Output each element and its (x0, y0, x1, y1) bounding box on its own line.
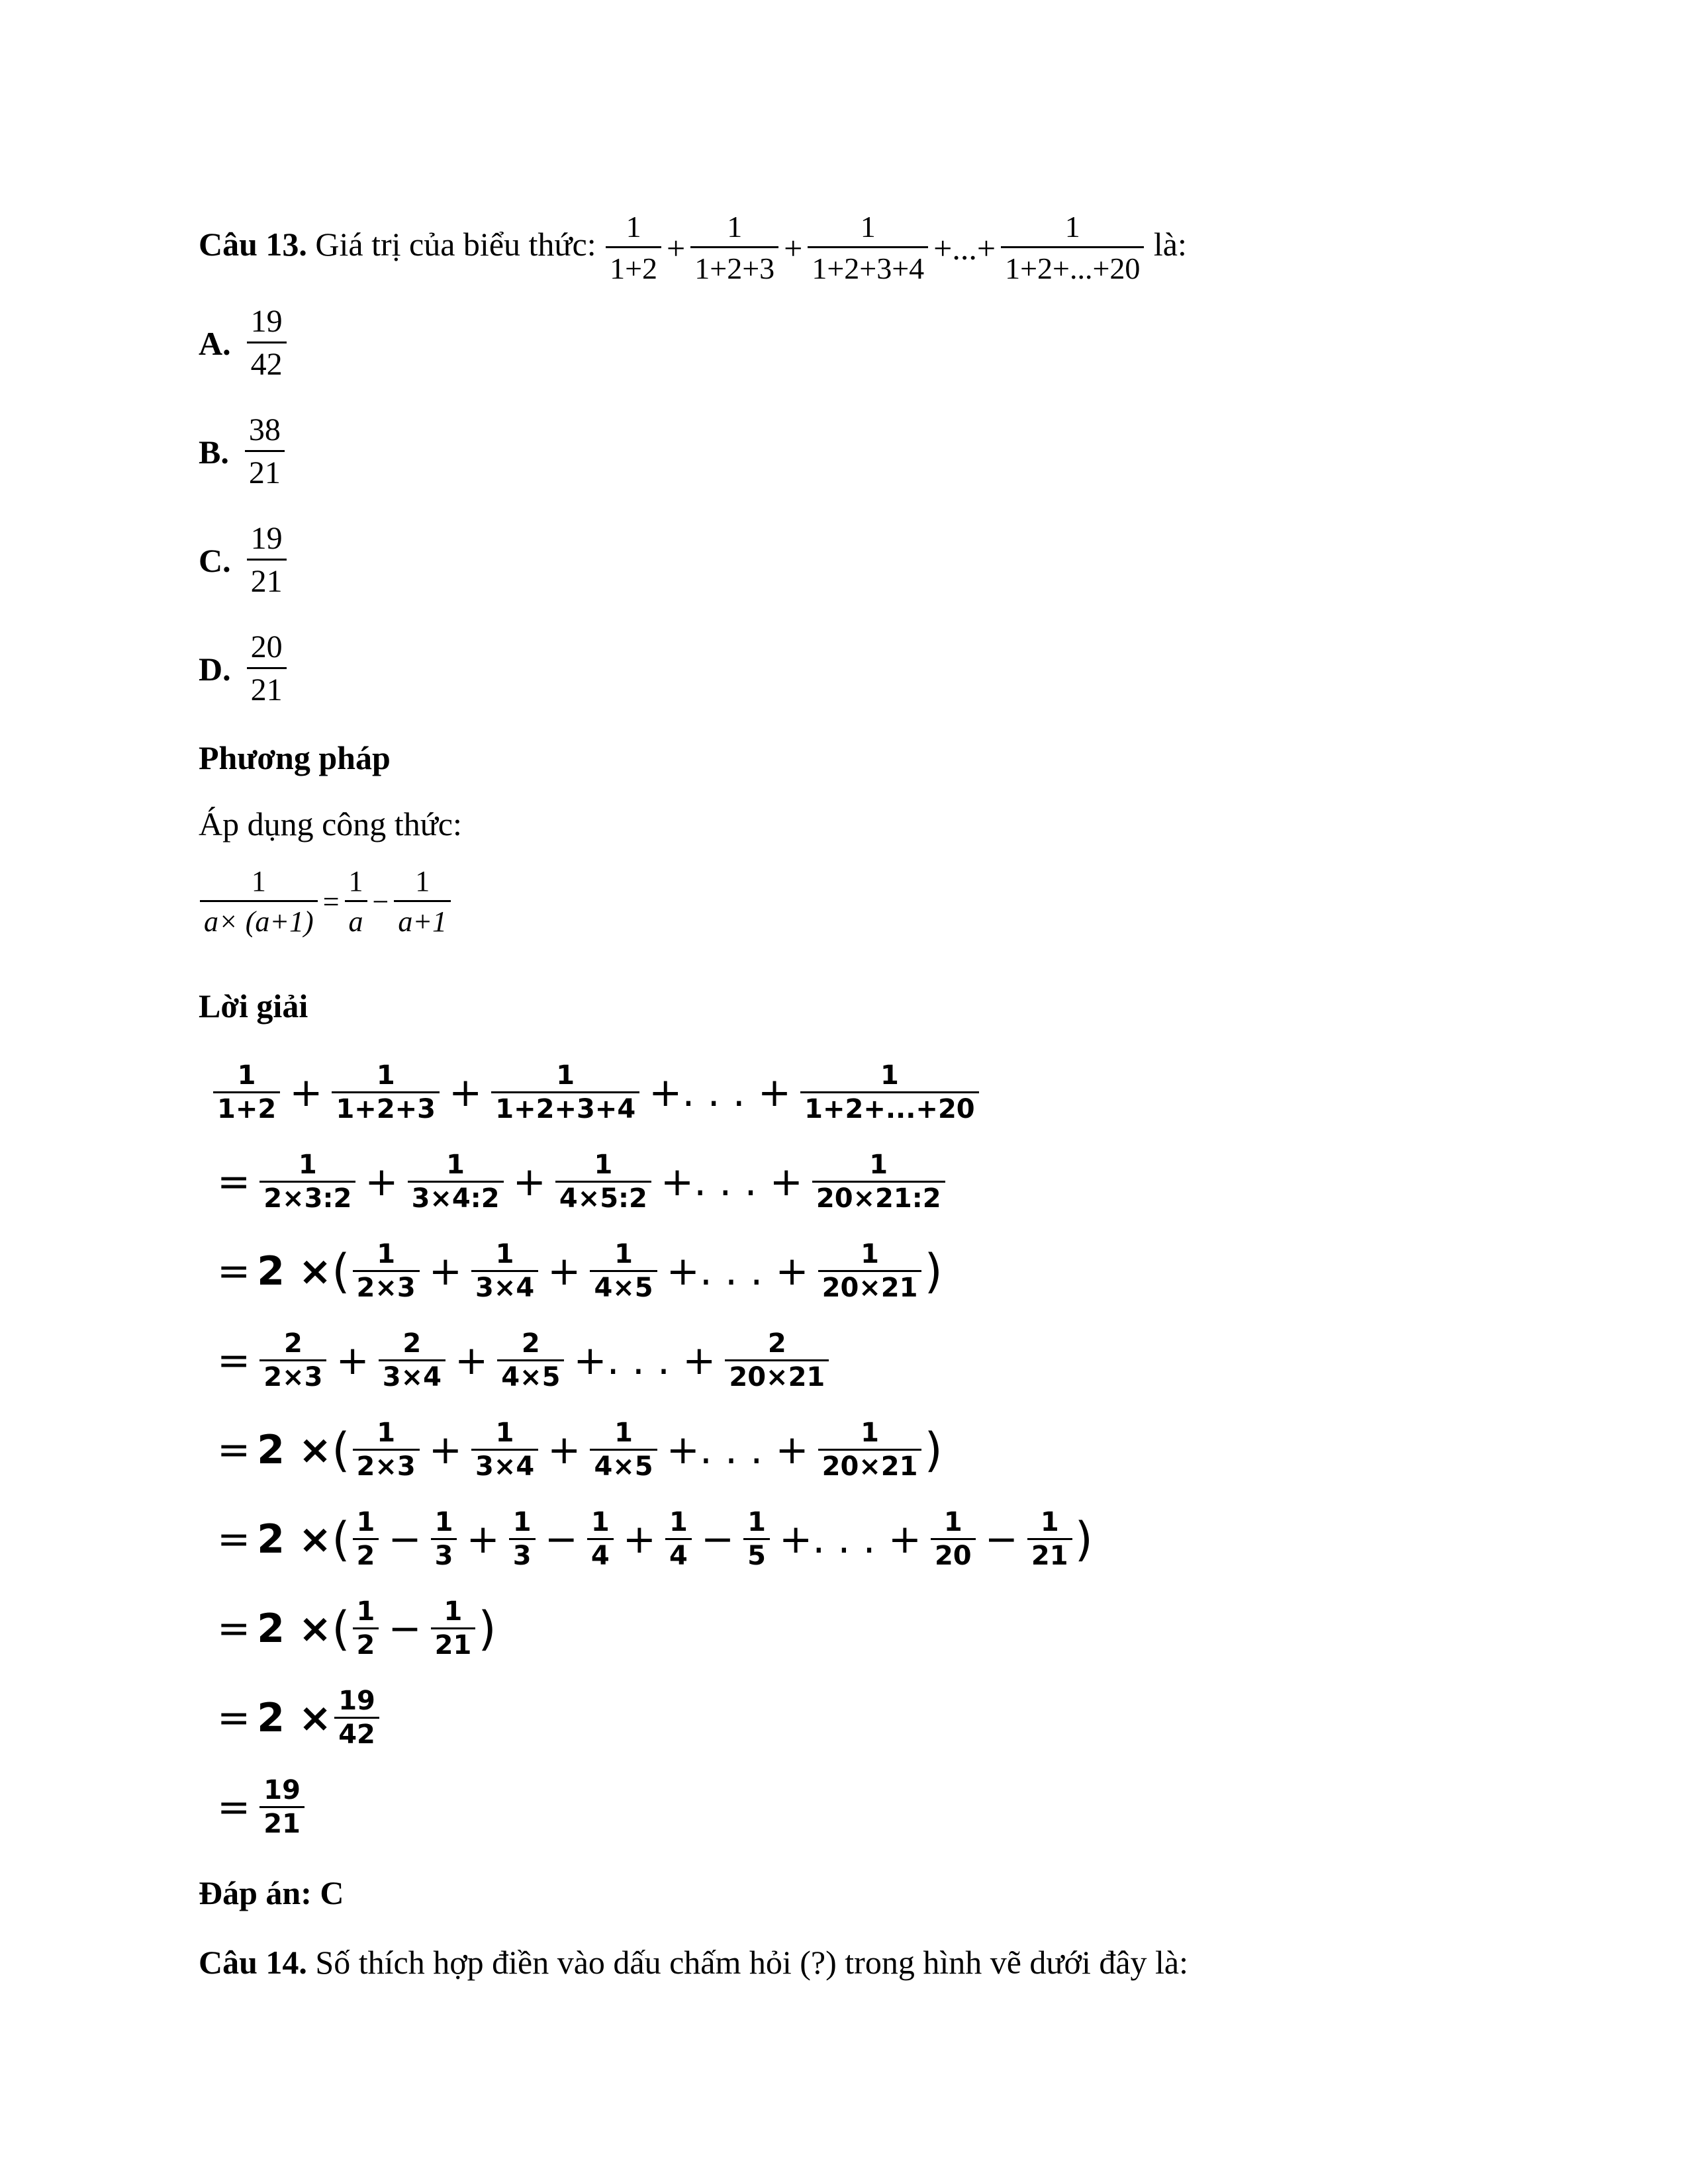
numerator: 1 (376, 1060, 395, 1091)
denominator: 20×21 (818, 1449, 922, 1480)
numerator: 19 (263, 1775, 301, 1805)
fraction (247, 631, 287, 706)
numerator: 1 (747, 1507, 766, 1537)
denominator: 21 (247, 559, 287, 598)
denominator: 3×4 (379, 1359, 445, 1390)
operator: − (700, 1516, 735, 1563)
question-label: Câu 13. (199, 225, 307, 263)
operator: + (512, 1158, 546, 1205)
fraction (353, 1509, 379, 1569)
denominator: 20 (931, 1538, 976, 1569)
method-heading: Phương pháp (199, 739, 391, 776)
denominator: 3×4:2 (408, 1181, 504, 1212)
option-b[interactable]: B. $\frac{38}{21}$ (199, 414, 286, 489)
numerator: 2 (283, 1328, 303, 1359)
operator: +. . . + (666, 1426, 809, 1473)
denominator: 4×5 (497, 1359, 564, 1390)
fraction (245, 414, 285, 489)
numerator: 1 (556, 1060, 575, 1091)
fraction (800, 1062, 978, 1122)
parenthesis: ) (924, 1422, 943, 1477)
parenthesis: ) (924, 1244, 943, 1298)
fraction (200, 867, 318, 936)
operator: + (428, 1426, 462, 1473)
denominator: 20×21 (725, 1359, 829, 1390)
solution-heading: Lời giải (199, 987, 308, 1024)
fraction (408, 1152, 504, 1212)
fraction (743, 1509, 770, 1569)
operator: − (544, 1516, 578, 1563)
denominator: a× (a+1) (200, 900, 318, 936)
solution-step-7: = 2 × ( $\frac{1}{2}$ − $\frac{1}{21}$ ) (211, 1598, 496, 1659)
operator: +. . . + (573, 1337, 716, 1384)
operator: = (217, 1784, 251, 1831)
denominator: 20×21 (818, 1270, 922, 1301)
numerator: 38 (248, 412, 281, 447)
fraction (808, 212, 928, 284)
denominator: 1+2+...+20 (800, 1091, 978, 1122)
fraction (587, 1509, 614, 1569)
operator: + (547, 1248, 581, 1295)
question-13 (199, 212, 1187, 284)
operator: = (322, 886, 340, 918)
parenthesis: ( (332, 1512, 350, 1567)
denominator: 1+2+...+20 (1001, 246, 1144, 284)
denominator: 2×3 (353, 1270, 420, 1301)
denominator: 3×4 (471, 1449, 538, 1480)
solution-step-8: = 2 × $\frac{19}{42}$ (211, 1688, 382, 1748)
operator: +. . . + (778, 1516, 921, 1563)
denominator: 5 (743, 1538, 770, 1569)
fraction (353, 1241, 420, 1301)
option-d[interactable]: D. $\frac{20}{21}$ (199, 631, 288, 706)
formula (199, 867, 452, 936)
denominator: 3 (509, 1538, 536, 1569)
fraction (471, 1241, 538, 1301)
denominator: a (345, 900, 367, 936)
operator: + (466, 1516, 500, 1563)
denominator: 2 (353, 1627, 379, 1659)
denominator: 21 (431, 1627, 476, 1659)
question-text: Giá trị của biểu thức: (315, 225, 596, 263)
numerator: 1 (251, 865, 266, 897)
parenthesis: ) (1074, 1512, 1093, 1567)
denominator: 2×3 (259, 1359, 326, 1390)
numerator: 1 (377, 1418, 396, 1448)
numerator: 1 (356, 1596, 375, 1627)
numerator: 1 (444, 1596, 463, 1627)
denominator: 4×5 (590, 1270, 657, 1301)
numerator: 1 (626, 210, 641, 244)
operator: + (449, 1069, 483, 1116)
denominator: 20×21:2 (812, 1181, 945, 1212)
denominator: a+1 (394, 900, 451, 936)
denominator: 1+2 (213, 1091, 280, 1122)
fraction (818, 1420, 922, 1480)
numerator: 2 (402, 1328, 422, 1359)
denominator: 4×5:2 (555, 1181, 651, 1212)
operator: − (388, 1605, 422, 1652)
numerator: 1 (348, 865, 363, 897)
solution-step-5: = 2 × ( $\frac{1}{2\times 3}$ + $\frac{1}{3\times 4}$ + $\frac{1}{4\times 5}$ +. . . + $\frac{1}{20\times 21}$ ) (211, 1420, 943, 1480)
denominator: 1+2+3+4 (491, 1091, 639, 1122)
operator: +. . . + (666, 1248, 809, 1295)
numerator: 1 (669, 1507, 688, 1537)
question-tail: là: (1153, 225, 1187, 263)
denominator: 3 (431, 1538, 457, 1569)
numerator: 2 (521, 1328, 540, 1359)
operator: = (217, 1248, 251, 1295)
numerator: 1 (861, 1418, 879, 1448)
operator: + (667, 229, 686, 267)
denominator: 42 (247, 341, 287, 381)
operator: = (217, 1426, 251, 1473)
denominator: 4 (665, 1538, 692, 1569)
numerator: 1 (869, 1150, 888, 1180)
solution-step-3: = 2 × ( $\frac{1}{2\times 3}$ + $\frac{1}{3\times 4}$ + $\frac{1}{4\times 5}$ +. . . + $\frac{1}{20\times 21}$ ) (211, 1241, 943, 1301)
question-text: Số thích hợp điền vào dấu chấm hỏi (?) trong hình vẽ dưới đây là: (315, 1944, 1189, 1981)
operator: +. . . + (660, 1158, 803, 1205)
fraction (725, 1330, 829, 1390)
fraction (818, 1241, 922, 1301)
fraction (471, 1420, 538, 1480)
operator: + (365, 1158, 399, 1205)
denominator: 2×3:2 (259, 1181, 355, 1212)
fraction (1001, 212, 1144, 284)
numerator: 1 (1064, 210, 1080, 244)
denominator: 1+2+3+4 (808, 246, 928, 284)
solution-step-9 (211, 1777, 307, 1837)
denominator: 3×4 (471, 1270, 538, 1301)
solution-step-1 (211, 1062, 982, 1122)
operator: = (217, 1158, 251, 1205)
parenthesis: ) (478, 1601, 496, 1656)
fraction (334, 1688, 379, 1748)
fraction (931, 1509, 976, 1569)
denominator: 21 (247, 667, 287, 706)
fraction (379, 1330, 445, 1390)
numerator: 1 (495, 1239, 514, 1269)
parenthesis: ( (332, 1601, 350, 1656)
operator: = (217, 1694, 251, 1741)
fraction (590, 1420, 657, 1480)
numerator: 1 (614, 1239, 633, 1269)
numerator: 20 (250, 629, 283, 664)
answer: Đáp án: C (199, 1874, 344, 1911)
numerator: 1 (512, 1507, 532, 1537)
denominator: 1+2 (606, 246, 661, 284)
fraction (1027, 1509, 1072, 1569)
solution-step-4 (211, 1330, 831, 1390)
denominator: 42 (334, 1717, 379, 1748)
option-c[interactable]: C. $\frac{19}{21}$ (199, 523, 288, 598)
fraction (259, 1330, 326, 1390)
fraction (394, 867, 451, 936)
operator: + (547, 1426, 581, 1473)
option-a[interactable]: A. $\frac{19}{42}$ (199, 306, 288, 381)
method-text: Áp dụng công thức: (199, 805, 462, 842)
denominator: 1+2+3 (690, 246, 778, 284)
numerator: 1 (594, 1150, 613, 1180)
denominator: 21 (245, 450, 285, 489)
numerator: 1 (446, 1150, 465, 1180)
question-expression (604, 212, 1145, 284)
fraction (332, 1062, 440, 1122)
numerator: 2 (767, 1328, 786, 1359)
numerator: 1 (727, 210, 743, 244)
fraction (606, 212, 661, 284)
fraction (213, 1062, 280, 1122)
numerator: 1 (860, 210, 876, 244)
fraction (690, 212, 778, 284)
numerator: 1 (434, 1507, 453, 1537)
operator: = (217, 1337, 251, 1384)
numerator: 1 (298, 1150, 317, 1180)
numerator: 1 (415, 865, 430, 897)
numerator: 1 (861, 1239, 879, 1269)
fraction (431, 1509, 457, 1569)
denominator: 4 (587, 1538, 614, 1569)
numerator: 19 (338, 1686, 375, 1716)
denominator: 1+2+3 (332, 1091, 440, 1122)
numerator: 19 (250, 521, 283, 556)
operator: + (454, 1337, 489, 1384)
fraction (259, 1152, 355, 1212)
parenthesis: ( (332, 1244, 350, 1298)
fraction (812, 1152, 945, 1212)
question-14 (199, 1942, 1188, 1982)
numerator: 19 (250, 304, 283, 339)
fraction (247, 306, 287, 381)
fraction (509, 1509, 536, 1569)
operator: + (784, 229, 803, 267)
numerator: 1 (237, 1060, 256, 1091)
numerator: 1 (1040, 1507, 1059, 1537)
question-label: Câu 14. (199, 1944, 307, 1981)
denominator: 21 (259, 1806, 305, 1837)
operator: +. . . + (649, 1069, 792, 1116)
operator: + (289, 1069, 323, 1116)
operator: − (372, 886, 389, 918)
denominator: 4×5 (590, 1449, 657, 1480)
numerator: 1 (880, 1060, 899, 1091)
operator: = (217, 1516, 251, 1563)
numerator: 1 (614, 1418, 633, 1448)
operator: + (336, 1337, 369, 1384)
fraction (491, 1062, 639, 1122)
fraction (353, 1598, 379, 1659)
operator: + (622, 1516, 657, 1563)
solution-step-2 (211, 1152, 948, 1212)
fraction (259, 1777, 305, 1837)
operator: − (388, 1516, 422, 1563)
denominator: 2 (353, 1538, 379, 1569)
fraction (345, 867, 367, 936)
numerator: 1 (377, 1239, 396, 1269)
parenthesis: ( (332, 1422, 350, 1477)
denominator: 21 (1027, 1538, 1072, 1569)
operator: = (217, 1605, 251, 1652)
fraction (555, 1152, 651, 1212)
numerator: 1 (943, 1507, 962, 1537)
numerator: 1 (590, 1507, 610, 1537)
operator: + (428, 1248, 462, 1295)
numerator: 1 (495, 1418, 514, 1448)
solution-step-6: = 2 × ( $\frac{1}{2}$ − $\frac{1}{3}$ + $\frac{1}{3}$ − $\frac{1}{4}$ + $\frac{1}{4}$ − $\frac{1}{5}$ +. . . + $\frac{1}{20}$ − $\frac{1}{21}$ ) (211, 1509, 1093, 1569)
fraction (590, 1241, 657, 1301)
fraction (353, 1420, 420, 1480)
fraction (497, 1330, 564, 1390)
numerator: 1 (356, 1507, 375, 1537)
operator: +...+ (933, 229, 996, 267)
denominator: 2×3 (353, 1449, 420, 1480)
fraction (431, 1598, 476, 1659)
operator: − (984, 1516, 1018, 1563)
fraction (665, 1509, 692, 1569)
fraction (247, 523, 287, 598)
